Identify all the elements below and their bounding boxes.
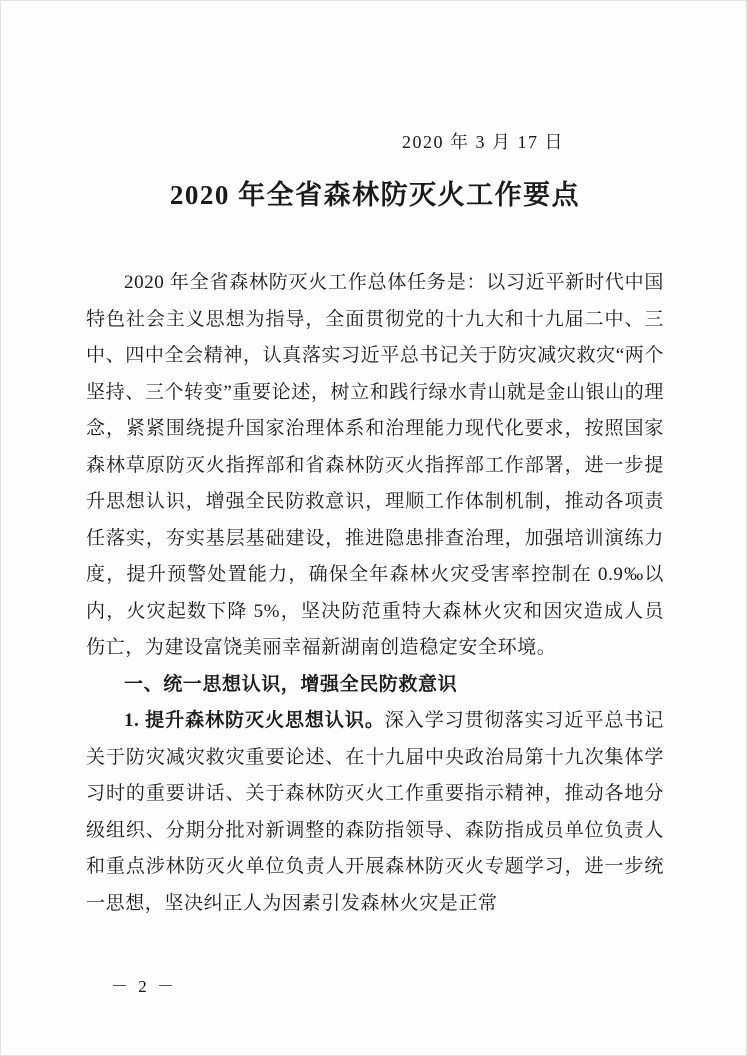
item-1-lead-text: 1. 提升森林防灭火思想认识。 <box>124 710 385 731</box>
overview-paragraph: 2020 年全省森林防灭火工作总体任务是：以习近平新时代中国特色社会主义思想为指导，全面贯彻党的十九大和十九届二中、三中、四中全会精神，认真落实习近平总书记关于防灾减灾救灾“两个坚持、三个转变”重要论述，树立和践行绿水青山就是金山银山的理念，紧紧围绕提升国家治理体系和治理能力现代化要求，按照国家森林草原防灭火指挥部和省森林防灭火指挥部工作部署，进一步提升思想认识，增强全民防救意识，理顺工作体制机制，推动各项责任落实，夯实基层基础建设，推进隐患排查治理，加强培训演练力度，提升预警处置能力，确保全年森林火灾受害率控制在 0.9‰以内，火灾起数下降 5%，坚决防范重特大森林火灾和因灾造成人员伤亡，为建设富饶美丽幸福新湖南创造稳定安全环境。 <box>86 272 664 658</box>
section-heading-1: 一、统一思想认识，增强全民防救意识 <box>124 673 458 695</box>
document-body <box>86 265 664 922</box>
item-1-body-text: 深入学习贯彻落实习近平总书记关于防灾减灾救灾重要论述、在十九届中央政治局第十九次集体学习时的重要讲话、关于森林防灭火工作重要指示精神，推动各地分级组织、分期分批对新调整的森防指领导、森防指成员单位负责人和重点涉林防灭火单位负责人开展森林防灭火专题学习，进一步统一思想，坚决纠正人为因素引发森林火灾是正常 <box>86 710 664 914</box>
document-title: 2020 年全省森林防灭火工作要点 <box>169 180 581 210</box>
page-number: － 2 － <box>111 977 177 996</box>
section-1-item-1-paragraph <box>86 703 664 922</box>
document-date: 2020 年 3 月 17 日 <box>402 132 564 152</box>
